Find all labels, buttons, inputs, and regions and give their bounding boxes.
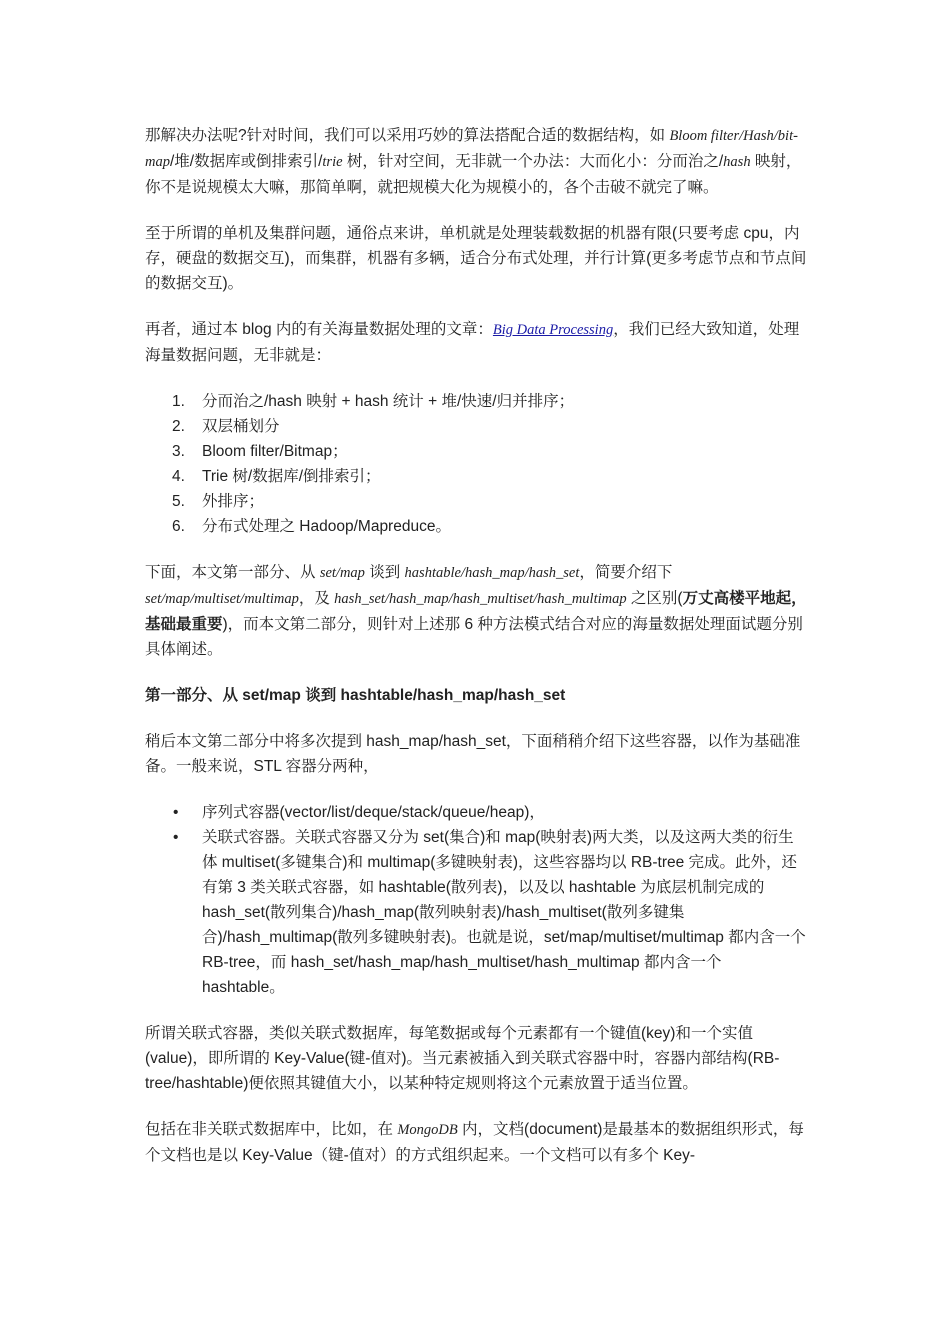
text: 谈到 — [364, 564, 405, 581]
list-item — [145, 439, 807, 464]
italic-term: Bloom filter/Hash/bit-map — [145, 128, 798, 170]
list-item — [145, 389, 807, 414]
list-item-text: 序列式容器(vector/list/deque/stack/queue/heap)， — [202, 804, 545, 821]
list-item — [145, 464, 807, 489]
list-item-text: 分布式处理之 Hadoop/Mapreduce。 — [202, 518, 451, 535]
paragraph-mongodb — [145, 1117, 807, 1168]
list-item — [145, 414, 807, 439]
text: )，而本文第二部分，则针对上述那 6 种方法模式结合对应的海量数据处理面试题分别具体阐述。 — [145, 616, 803, 658]
bold-emphasis: 万丈高楼平地起，基础最重要 — [145, 590, 807, 633]
section-heading: 第一部分、从 set/map 谈到 hashtable/hash_map/hash_set — [145, 687, 566, 704]
paragraph-stl-intro: 稍后本文第二部分中将多次提到 hash_map/hash_set，下面稍稍介绍下这些容器，以作为基础准备。一般来说，STL 容器分两种， — [145, 733, 801, 775]
paragraph-blog-reference — [145, 317, 807, 368]
italic-term: MongoDB — [397, 1122, 458, 1138]
list-number: 4. — [172, 468, 185, 485]
text: ，简要介绍下 — [579, 564, 673, 581]
list-number: 2. — [172, 418, 185, 435]
italic-term: hashtable/hash_map/hash_set — [404, 565, 580, 581]
list-item-text: Bloom filter/Bitmap； — [202, 443, 348, 460]
text: 树，针对空间，无非就一个办法：大而化小：分而治之/ — [342, 153, 724, 170]
text: ，我们已经大致知道，处理海量数据问题，无非就是： — [145, 321, 800, 364]
text: /堆/数据库或倒排索引/ — [169, 153, 323, 170]
list-item — [145, 825, 807, 1000]
paragraph-single-vs-cluster: 至于所谓的单机及集群问题，通俗点来讲，单机就是处理装载数据的机器有限(只要考虑 cpu，内存，硬盘的数据交互)，而集群，机器有多辆，适合分布式处理，并行计算(更多考虑节点和节点间的数据交互)。 — [145, 225, 807, 292]
list-item-text: 外排序； — [202, 493, 265, 510]
list-number: 1. — [172, 393, 185, 410]
list-number: 3. — [172, 443, 185, 460]
big-data-processing-link[interactable]: Big Data Processing — [492, 322, 614, 338]
text: 映射，你不是说规模太大嘛，那简单啊，就把规模大化为规模小的，各个击破不就完了嘛。 — [145, 153, 802, 196]
text: 包括在非关联式数据库中，比如，在 — [145, 1121, 398, 1138]
text: 再者，通过本 blog 内的有关海量数据处理的文章： — [145, 321, 493, 338]
bullet-icon: • — [173, 829, 179, 846]
italic-term: trie — [322, 154, 343, 170]
italic-term: set/map — [319, 565, 365, 581]
bullet-icon: • — [173, 804, 179, 821]
container-types-list — [145, 800, 807, 1000]
methods-list — [145, 389, 807, 539]
text: 内，文档(document)是最基本的数据组织形式，每个文档也是以 Key-Value（键-值对）的方式组织起来。一个文档可以有多个 Key- — [145, 1121, 804, 1164]
list-item-text: 关联式容器。关联式容器又分为 set(集合)和 map(映射表)两大类，以及这两大类的衍生体 multiset(多键集合)和 multimap(多键映射表)，这些容器均以 RB-tree 完成。此外，还有第 3 类关联式容器，如 hashtable(散列表)，以及以 hashtable 为底层机制完成的 hash_set(散列集合)/hash_map(散列映射表)/hash_multiset(散列多键集合)/hash_multimap(散列多键映射表)。也就是说，set/map/multiset/multimap 都内含一个 RB-tree，而 hash_set/hash_map/hash_multiset/hash_multimap 都内含一个 hashtable。 — [202, 829, 806, 996]
list-number: 6. — [172, 518, 185, 535]
document-body — [145, 123, 807, 1189]
paragraph-solutions — [145, 123, 807, 200]
list-item-text: 双层桶划分 — [202, 418, 280, 435]
italic-term: hash_set/hash_map/hash_multiset/hash_multimap — [334, 591, 627, 607]
italic-term: set/map/multiset/multimap — [145, 591, 299, 607]
paragraph-article-outline — [145, 560, 807, 662]
text: 下面，本文第一部分、从 — [145, 564, 320, 581]
list-item-text: Trie 树/数据库/倒排索引； — [202, 468, 381, 485]
italic-term: hash — [723, 154, 751, 170]
paragraph-associative-containers: 所谓关联式容器，类似关联式数据库，每笔数据或每个元素都有一个键值(key)和一个实值(value)，即所谓的 Key-Value(键-值对)。当元素被插入到关联式容器中时，容器内部结构(RB-tree/hashtable)便依照其键值大小，以某种特定规则将这个元素放置于适当位置。 — [145, 1025, 780, 1092]
list-item-text: 分而治之/hash 映射 + hash 统计 + 堆/快速/归并排序； — [202, 393, 575, 410]
text: ，及 — [298, 590, 335, 607]
text: 那解决办法呢?针对时间，我们可以采用巧妙的算法搭配合适的数据结构，如 — [145, 127, 670, 144]
list-item — [145, 489, 807, 514]
list-number: 5. — [172, 493, 185, 510]
text: 之区别( — [626, 590, 683, 607]
list-item — [145, 800, 807, 825]
list-item — [145, 514, 807, 539]
